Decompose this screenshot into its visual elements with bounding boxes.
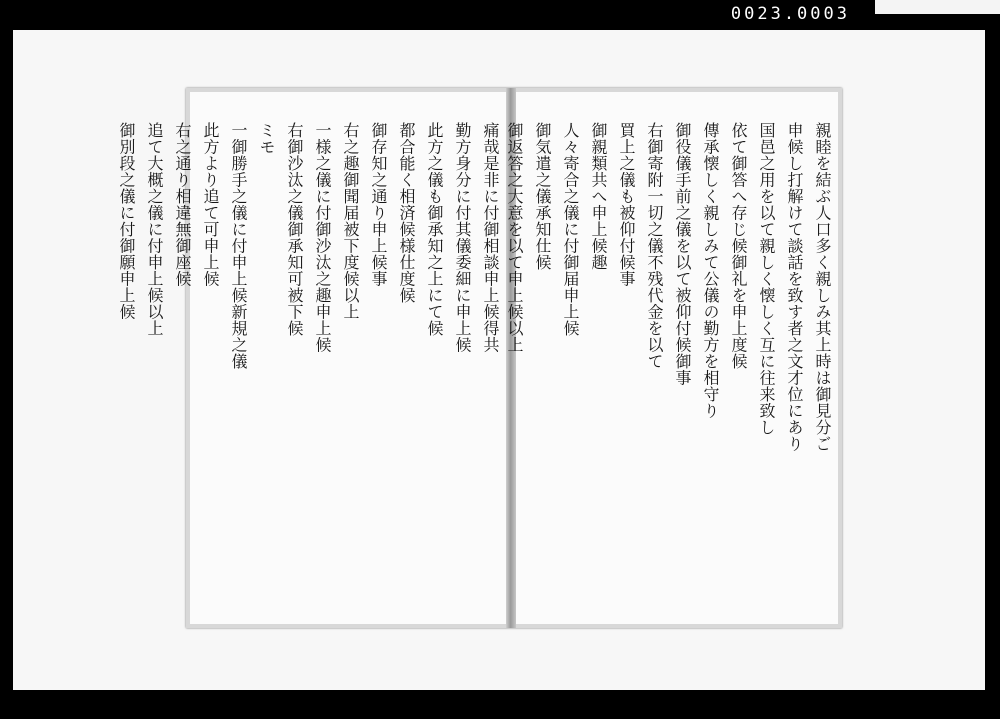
text-column: 御気遣之儀承知仕候 <box>533 122 552 271</box>
text-column: 親睦を結ぶ人口多く親しみ其上時は御見分ご <box>813 122 832 452</box>
text-column: 御別段之儀に付御願申上候 <box>117 122 136 320</box>
right-page-text <box>502 122 834 600</box>
text-column: 人々寄合之儀に付御届申上候 <box>561 122 580 337</box>
text-column: 痛哉是非に付御相談申上候得共 <box>481 122 500 353</box>
text-column: 勤方身分に付其儀委細に申上候 <box>453 122 472 353</box>
text-column: 一御勝手之儀に付申上候新規之儀 <box>229 122 248 370</box>
text-column: 傳承懐しく親しみて公儀の勤方を相守り <box>701 122 720 419</box>
text-column: 此方より追て可申上候 <box>201 122 220 287</box>
text-column: 右御沙汰之儀御承知可被下候 <box>285 122 304 337</box>
book-spread <box>117 88 842 628</box>
text-column: 国邑之用を以て親しく懐しく互に往来致し <box>757 122 776 436</box>
left-page <box>117 92 506 624</box>
text-column: 一様之儀に付御沙汰之趣申上候 <box>313 122 332 353</box>
left-page-text <box>114 122 502 600</box>
text-column: 都合能く相済候様仕度候 <box>397 122 416 304</box>
text-column: 右之趣御聞届被下度候以上 <box>341 122 360 320</box>
text-column: 御存知之通り申上候事 <box>369 122 388 287</box>
text-column: ミモ <box>257 122 276 155</box>
text-column: 申候し打解けて談話を致す者之文才位にあり <box>785 122 804 452</box>
text-column: 買上之儀も被仰付候事 <box>617 122 636 287</box>
frame-number: 0023.0003 <box>730 4 850 24</box>
text-column: 右御寄附一切之儀不残代金を以て <box>645 122 664 370</box>
text-column: 御親類共へ申上候趣 <box>589 122 608 271</box>
text-column: 此方之儀も御承知之上にて候 <box>425 122 444 337</box>
text-column: 追て大概之儀に付申上候以上 <box>145 122 164 337</box>
text-column: 御役儀手前之儀を以て被仰付候御事 <box>673 122 692 386</box>
film-corner-marker <box>875 0 1000 14</box>
text-column: 御返答之大意を以て申上候以上 <box>505 122 524 353</box>
text-column: 右之通り相違無御座候 <box>173 122 192 287</box>
right-page <box>505 92 838 624</box>
text-column: 依て御答へ存じ候御礼を申上度候 <box>729 122 748 370</box>
